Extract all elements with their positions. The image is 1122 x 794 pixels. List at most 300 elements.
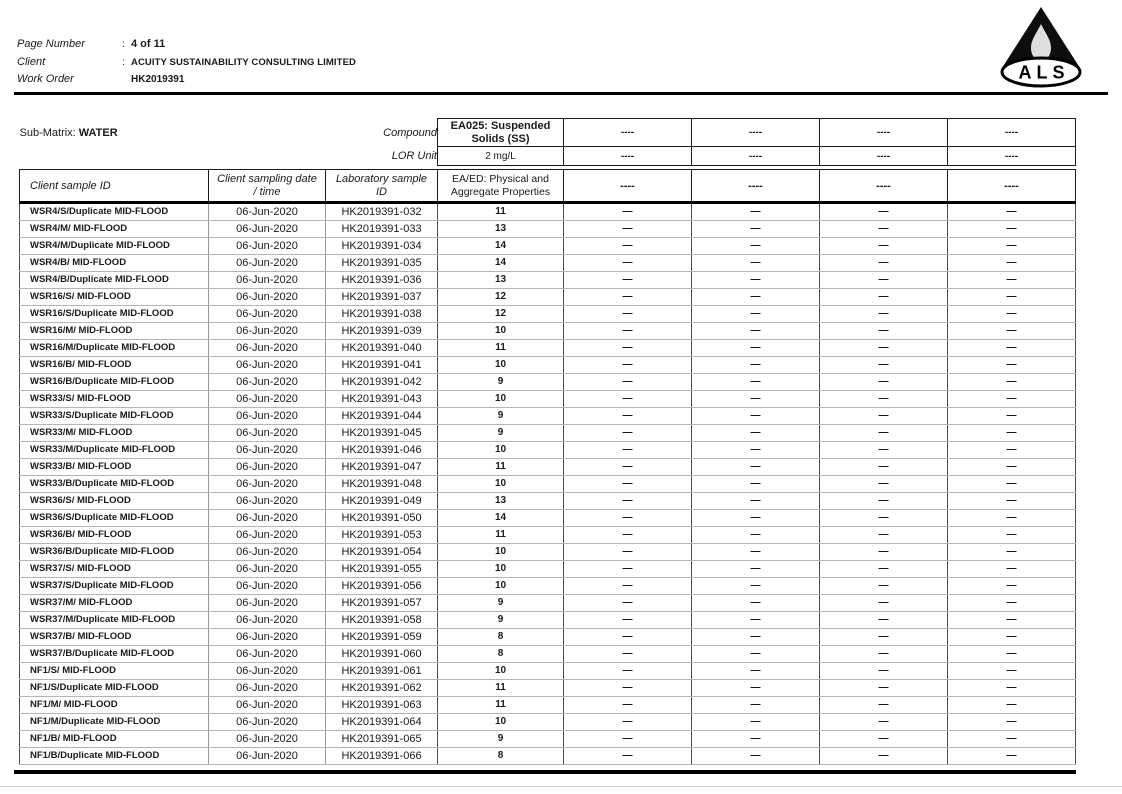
result-value-cell: 9: [438, 408, 564, 425]
table-row: [20, 425, 1076, 442]
result-value-cell: —: [820, 374, 948, 391]
result-value-cell: —: [564, 203, 692, 221]
method-group-header: ----: [564, 170, 692, 203]
work-order-label: Work Order: [17, 73, 74, 85]
result-value-cell: —: [564, 221, 692, 238]
result-value-cell: 13: [438, 493, 564, 510]
result-value-cell: —: [564, 714, 692, 731]
result-value-cell: —: [948, 493, 1076, 510]
sampling-date-cell: 06-Jun-2020: [209, 680, 326, 697]
result-value-cell: —: [820, 697, 948, 714]
client-sample-id-cell: WSR33/S/ MID-FLOOD: [20, 391, 209, 408]
result-value-cell: —: [820, 340, 948, 357]
sampling-date-cell: 06-Jun-2020: [209, 697, 326, 714]
colon: :: [122, 39, 125, 50]
client-sample-id-cell: WSR16/B/ MID-FLOOD: [20, 357, 209, 374]
table-row: [20, 748, 1076, 765]
lab-sample-id-cell: HK2019391-053: [326, 527, 438, 544]
sampling-date-cell: 06-Jun-2020: [209, 425, 326, 442]
compound-label: Compound: [383, 126, 437, 139]
sampling-date-cell: 06-Jun-2020: [209, 527, 326, 544]
table-row: [20, 442, 1076, 459]
sampling-date-cell: 06-Jun-2020: [209, 391, 326, 408]
logo-text: ALS: [1018, 62, 1070, 83]
lor-unit-value: ----: [820, 147, 948, 166]
table-row: [20, 357, 1076, 374]
table-row: [20, 323, 1076, 340]
result-value-cell: —: [564, 595, 692, 612]
result-value-cell: —: [692, 680, 820, 697]
sampling-date-cell: 06-Jun-2020: [209, 595, 326, 612]
result-value-cell: —: [692, 697, 820, 714]
table-row: [20, 663, 1076, 680]
result-value-cell: —: [820, 306, 948, 323]
client-sample-id-cell: WSR33/M/ MID-FLOOD: [20, 425, 209, 442]
result-value-cell: —: [948, 646, 1076, 663]
result-value-cell: —: [564, 663, 692, 680]
work-order-row: [17, 73, 356, 91]
result-value-cell: 14: [438, 238, 564, 255]
compound-column-title: ----: [820, 119, 948, 147]
lor-unit-value: ----: [948, 147, 1076, 166]
table-row: [20, 459, 1076, 476]
result-value-cell: 11: [438, 203, 564, 221]
sampling-date-cell: 06-Jun-2020: [209, 374, 326, 391]
result-value-cell: —: [564, 459, 692, 476]
table-row: [20, 561, 1076, 578]
result-value-cell: 12: [438, 289, 564, 306]
result-value-cell: —: [948, 578, 1076, 595]
client-sample-id-cell: WSR16/S/Duplicate MID-FLOOD: [20, 306, 209, 323]
result-value-cell: —: [948, 221, 1076, 238]
client-sample-id-cell: WSR36/B/Duplicate MID-FLOOD: [20, 544, 209, 561]
result-value-cell: —: [564, 289, 692, 306]
result-value-cell: —: [948, 595, 1076, 612]
result-value-cell: —: [948, 442, 1076, 459]
client-sample-id-cell: WSR16/B/Duplicate MID-FLOOD: [20, 374, 209, 391]
result-value-cell: —: [820, 323, 948, 340]
result-value-cell: 9: [438, 374, 564, 391]
lab-sample-id-cell: HK2019391-044: [326, 408, 438, 425]
result-value-cell: —: [948, 459, 1076, 476]
result-value-cell: —: [564, 527, 692, 544]
client-sample-id-cell: WSR33/M/Duplicate MID-FLOOD: [20, 442, 209, 459]
lab-sample-id-cell: HK2019391-062: [326, 680, 438, 697]
result-value-cell: —: [948, 629, 1076, 646]
result-value-cell: —: [948, 731, 1076, 748]
client-sample-id-cell: WSR37/S/Duplicate MID-FLOOD: [20, 578, 209, 595]
result-value-cell: —: [692, 323, 820, 340]
lab-sample-id-cell: HK2019391-057: [326, 595, 438, 612]
result-value-cell: —: [948, 663, 1076, 680]
lab-sample-id-cell: HK2019391-064: [326, 714, 438, 731]
result-value-cell: 11: [438, 697, 564, 714]
result-value-cell: —: [948, 697, 1076, 714]
sub-matrix-label: Sub-Matrix:: [19, 126, 76, 139]
result-value-cell: —: [564, 238, 692, 255]
table-row: [20, 374, 1076, 391]
column-header-row: [20, 170, 1076, 203]
table-row: [20, 595, 1076, 612]
lab-sample-id-cell: HK2019391-056: [326, 578, 438, 595]
result-value-cell: —: [564, 408, 692, 425]
sampling-date-cell: 06-Jun-2020: [209, 544, 326, 561]
sub-matrix-value: WATER: [78, 126, 118, 139]
result-value-cell: —: [820, 527, 948, 544]
result-value-cell: —: [820, 680, 948, 697]
work-order-value: HK2019391: [131, 74, 185, 85]
lor-unit-value: ----: [692, 147, 820, 166]
table-row: [20, 680, 1076, 697]
table-row: [20, 408, 1076, 425]
lab-sample-id-cell: HK2019391-043: [326, 391, 438, 408]
client-sample-id-cell: WSR37/M/ MID-FLOOD: [20, 595, 209, 612]
client-sample-id-cell: WSR33/S/Duplicate MID-FLOOD: [20, 408, 209, 425]
table-row: [20, 272, 1076, 289]
result-value-cell: —: [692, 646, 820, 663]
result-value-cell: —: [820, 646, 948, 663]
lab-sample-id-header: Laboratory sample ID: [326, 170, 438, 203]
result-value-cell: —: [820, 459, 948, 476]
lab-sample-id-cell: HK2019391-034: [326, 238, 438, 255]
lor-unit-row: [20, 147, 1076, 166]
result-value-cell: 9: [438, 595, 564, 612]
table-row: [20, 340, 1076, 357]
lab-sample-id-cell: HK2019391-033: [326, 221, 438, 238]
table-row: [20, 544, 1076, 561]
result-value-cell: —: [692, 340, 820, 357]
result-value-cell: —: [948, 408, 1076, 425]
client-sample-id-cell: WSR16/S/ MID-FLOOD: [20, 289, 209, 306]
result-value-cell: —: [948, 289, 1076, 306]
lab-sample-id-cell: HK2019391-065: [326, 731, 438, 748]
page-header: [17, 38, 356, 91]
sampling-date-cell: 06-Jun-2020: [209, 612, 326, 629]
lab-sample-id-cell: HK2019391-035: [326, 255, 438, 272]
result-value-cell: 9: [438, 731, 564, 748]
result-value-cell: —: [692, 203, 820, 221]
result-value-cell: 13: [438, 272, 564, 289]
result-value-cell: —: [948, 527, 1076, 544]
client-sample-id-cell: WSR36/S/ MID-FLOOD: [20, 493, 209, 510]
result-value-cell: —: [948, 238, 1076, 255]
result-value-cell: —: [692, 408, 820, 425]
results-table-body: [20, 203, 1076, 765]
sampling-date-cell: 06-Jun-2020: [209, 221, 326, 238]
lab-sample-id-cell: HK2019391-042: [326, 374, 438, 391]
result-value-cell: —: [820, 714, 948, 731]
client-sample-id-cell: WSR4/S/Duplicate MID-FLOOD: [20, 203, 209, 221]
result-value-cell: 13: [438, 221, 564, 238]
result-value-cell: —: [820, 561, 948, 578]
sampling-date-cell: 06-Jun-2020: [209, 493, 326, 510]
client-sample-id-header: Client sample ID: [20, 170, 209, 203]
method-group-header: ----: [948, 170, 1076, 203]
result-value-cell: —: [564, 272, 692, 289]
result-value-cell: —: [692, 221, 820, 238]
lab-sample-id-cell: HK2019391-063: [326, 697, 438, 714]
result-value-cell: —: [948, 612, 1076, 629]
result-value-cell: —: [692, 612, 820, 629]
result-value-cell: 8: [438, 748, 564, 765]
sampling-date-cell: 06-Jun-2020: [209, 731, 326, 748]
result-value-cell: —: [820, 408, 948, 425]
lab-sample-id-cell: HK2019391-054: [326, 544, 438, 561]
result-value-cell: —: [820, 493, 948, 510]
table-row: [20, 527, 1076, 544]
client-sample-id-cell: NF1/B/ MID-FLOOD: [20, 731, 209, 748]
compound-header-row: [20, 119, 1076, 147]
result-value-cell: —: [692, 663, 820, 680]
result-value-cell: 10: [438, 476, 564, 493]
client-label: Client: [17, 55, 46, 68]
client-sample-id-cell: WSR16/M/ MID-FLOOD: [20, 323, 209, 340]
client-sample-id-cell: WSR36/B/ MID-FLOOD: [20, 527, 209, 544]
table-row: [20, 493, 1076, 510]
table-row: [20, 391, 1076, 408]
result-value-cell: —: [948, 306, 1076, 323]
lab-sample-id-cell: HK2019391-046: [326, 442, 438, 459]
result-value-cell: —: [820, 255, 948, 272]
result-value-cell: —: [564, 255, 692, 272]
sampling-date-cell: 06-Jun-2020: [209, 272, 326, 289]
result-value-cell: —: [692, 714, 820, 731]
lab-sample-id-cell: HK2019391-032: [326, 203, 438, 221]
result-value-cell: 14: [438, 255, 564, 272]
result-value-cell: —: [820, 425, 948, 442]
result-value-cell: 11: [438, 680, 564, 697]
client-sample-id-cell: WSR37/S/ MID-FLOOD: [20, 561, 209, 578]
result-value-cell: —: [692, 595, 820, 612]
compound-column-title: EA025: Suspended Solids (SS): [438, 119, 564, 147]
result-value-cell: —: [692, 459, 820, 476]
result-value-cell: —: [948, 203, 1076, 221]
result-value-cell: —: [820, 221, 948, 238]
lab-sample-id-cell: HK2019391-055: [326, 561, 438, 578]
result-value-cell: 8: [438, 646, 564, 663]
lor-unit-value: ----: [564, 147, 692, 166]
sampling-date-cell: 06-Jun-2020: [209, 629, 326, 646]
result-value-cell: 9: [438, 612, 564, 629]
result-value-cell: —: [564, 544, 692, 561]
sampling-date-cell: 06-Jun-2020: [209, 289, 326, 306]
page-edge-line: [0, 786, 1122, 787]
result-value-cell: —: [564, 425, 692, 442]
client-sample-id-cell: WSR33/B/ MID-FLOOD: [20, 459, 209, 476]
result-value-cell: —: [820, 731, 948, 748]
result-value-cell: —: [820, 629, 948, 646]
sampling-date-cell: 06-Jun-2020: [209, 748, 326, 765]
table-row: [20, 697, 1076, 714]
result-value-cell: —: [692, 578, 820, 595]
client-sample-id-cell: WSR37/B/Duplicate MID-FLOOD: [20, 646, 209, 663]
sampling-date-cell: 06-Jun-2020: [209, 255, 326, 272]
result-value-cell: —: [948, 391, 1076, 408]
table-row: [20, 203, 1076, 221]
lab-sample-id-cell: HK2019391-050: [326, 510, 438, 527]
lab-sample-id-cell: HK2019391-049: [326, 493, 438, 510]
result-value-cell: —: [564, 340, 692, 357]
result-value-cell: —: [820, 272, 948, 289]
sampling-date-cell: 06-Jun-2020: [209, 323, 326, 340]
result-value-cell: —: [564, 357, 692, 374]
result-value-cell: —: [692, 357, 820, 374]
result-value-cell: —: [564, 748, 692, 765]
table-row: [20, 510, 1076, 527]
result-value-cell: —: [692, 289, 820, 306]
result-value-cell: —: [564, 697, 692, 714]
result-value-cell: —: [692, 476, 820, 493]
result-value-cell: —: [820, 391, 948, 408]
table-row: [20, 221, 1076, 238]
method-group-header: ----: [820, 170, 948, 203]
result-value-cell: 10: [438, 578, 564, 595]
method-group-header: EA/ED: Physical and Aggregate Properties: [438, 170, 564, 203]
compound-column-title: ----: [948, 119, 1076, 147]
table-row: [20, 289, 1076, 306]
sampling-date-cell: 06-Jun-2020: [209, 510, 326, 527]
lab-sample-id-cell: HK2019391-048: [326, 476, 438, 493]
result-value-cell: 10: [438, 714, 564, 731]
result-value-cell: 11: [438, 527, 564, 544]
lab-sample-id-cell: HK2019391-047: [326, 459, 438, 476]
result-value-cell: —: [692, 272, 820, 289]
result-value-cell: —: [564, 391, 692, 408]
client-sample-id-cell: WSR4/M/Duplicate MID-FLOOD: [20, 238, 209, 255]
client-sample-id-cell: WSR37/M/Duplicate MID-FLOOD: [20, 612, 209, 629]
result-value-cell: —: [692, 391, 820, 408]
table-bottom-rule: [14, 770, 1076, 774]
result-value-cell: —: [948, 323, 1076, 340]
als-logo: [993, 5, 1089, 90]
result-value-cell: —: [948, 476, 1076, 493]
client-sample-id-cell: NF1/S/Duplicate MID-FLOOD: [20, 680, 209, 697]
result-value-cell: 14: [438, 510, 564, 527]
result-value-cell: —: [564, 476, 692, 493]
page-number-row: [17, 38, 356, 56]
result-value-cell: —: [820, 442, 948, 459]
result-value-cell: —: [692, 255, 820, 272]
result-value-cell: —: [948, 340, 1076, 357]
lab-sample-id-cell: HK2019391-036: [326, 272, 438, 289]
result-value-cell: 10: [438, 561, 564, 578]
lor-unit-value: 2 mg/L: [438, 147, 564, 166]
result-value-cell: —: [820, 544, 948, 561]
result-value-cell: —: [564, 442, 692, 459]
lab-sample-id-cell: HK2019391-060: [326, 646, 438, 663]
table-row: [20, 306, 1076, 323]
client-sample-id-cell: WSR37/B/ MID-FLOOD: [20, 629, 209, 646]
result-value-cell: —: [692, 374, 820, 391]
result-value-cell: —: [692, 561, 820, 578]
sampling-date-cell: 06-Jun-2020: [209, 442, 326, 459]
compound-column-title: ----: [692, 119, 820, 147]
header-rule: [14, 92, 1108, 95]
result-value-cell: 10: [438, 323, 564, 340]
result-value-cell: —: [692, 629, 820, 646]
result-value-cell: 10: [438, 544, 564, 561]
result-value-cell: —: [564, 306, 692, 323]
table-row: [20, 646, 1076, 663]
result-value-cell: —: [564, 629, 692, 646]
lab-sample-id-cell: HK2019391-059: [326, 629, 438, 646]
lab-sample-id-cell: HK2019391-041: [326, 357, 438, 374]
result-value-cell: 10: [438, 357, 564, 374]
result-value-cell: 10: [438, 663, 564, 680]
spacer: [20, 147, 326, 166]
result-value-cell: 12: [438, 306, 564, 323]
method-group-header: ----: [692, 170, 820, 203]
result-value-cell: —: [948, 544, 1076, 561]
sampling-date-cell: 06-Jun-2020: [209, 306, 326, 323]
compound-column-title: ----: [564, 119, 692, 147]
result-value-cell: 11: [438, 459, 564, 476]
result-value-cell: —: [948, 255, 1076, 272]
lab-sample-id-cell: HK2019391-038: [326, 306, 438, 323]
lab-sample-id-cell: HK2019391-061: [326, 663, 438, 680]
result-value-cell: —: [564, 561, 692, 578]
result-value-cell: —: [948, 357, 1076, 374]
result-value-cell: —: [692, 425, 820, 442]
sampling-date-cell: 06-Jun-2020: [209, 646, 326, 663]
client-sample-id-cell: NF1/M/Duplicate MID-FLOOD: [20, 714, 209, 731]
result-value-cell: —: [692, 731, 820, 748]
result-value-cell: —: [820, 238, 948, 255]
table-row: [20, 714, 1076, 731]
sampling-date-cell: 06-Jun-2020: [209, 203, 326, 221]
result-value-cell: —: [820, 663, 948, 680]
result-value-cell: —: [564, 646, 692, 663]
lab-sample-id-cell: HK2019391-040: [326, 340, 438, 357]
result-value-cell: —: [820, 748, 948, 765]
client-sample-id-cell: WSR4/B/Duplicate MID-FLOOD: [20, 272, 209, 289]
result-value-cell: —: [564, 578, 692, 595]
result-value-cell: 9: [438, 425, 564, 442]
page-number-value: 4 of 11: [131, 38, 166, 50]
lab-sample-id-cell: HK2019391-039: [326, 323, 438, 340]
result-value-cell: —: [820, 476, 948, 493]
client-sample-id-cell: WSR4/B/ MID-FLOOD: [20, 255, 209, 272]
table-row: [20, 612, 1076, 629]
result-value-cell: —: [948, 748, 1076, 765]
table-row: [20, 578, 1076, 595]
result-value-cell: —: [564, 612, 692, 629]
client-sample-id-cell: WSR33/B/Duplicate MID-FLOOD: [20, 476, 209, 493]
lor-unit-label: LOR Unit: [391, 150, 437, 162]
lab-sample-id-cell: HK2019391-045: [326, 425, 438, 442]
result-value-cell: 11: [438, 340, 564, 357]
client-sample-id-cell: NF1/S/ MID-FLOOD: [20, 663, 209, 680]
client-sample-id-cell: WSR16/M/Duplicate MID-FLOOD: [20, 340, 209, 357]
result-value-cell: —: [820, 510, 948, 527]
sampling-date-cell: 06-Jun-2020: [209, 476, 326, 493]
result-value-cell: —: [692, 748, 820, 765]
result-value-cell: —: [564, 493, 692, 510]
result-value-cell: —: [692, 544, 820, 561]
result-value-cell: —: [948, 714, 1076, 731]
lab-sample-id-cell: HK2019391-066: [326, 748, 438, 765]
result-value-cell: —: [820, 578, 948, 595]
result-value-cell: —: [564, 731, 692, 748]
sampling-date-cell: 06-Jun-2020: [209, 714, 326, 731]
client-value: ACUITY SUSTAINABILITY CONSULTING LIMITED: [131, 56, 356, 68]
result-value-cell: 10: [438, 391, 564, 408]
result-value-cell: —: [692, 527, 820, 544]
colon: :: [122, 56, 125, 68]
result-value-cell: —: [820, 357, 948, 374]
result-value-cell: —: [820, 595, 948, 612]
result-value-cell: —: [948, 374, 1076, 391]
